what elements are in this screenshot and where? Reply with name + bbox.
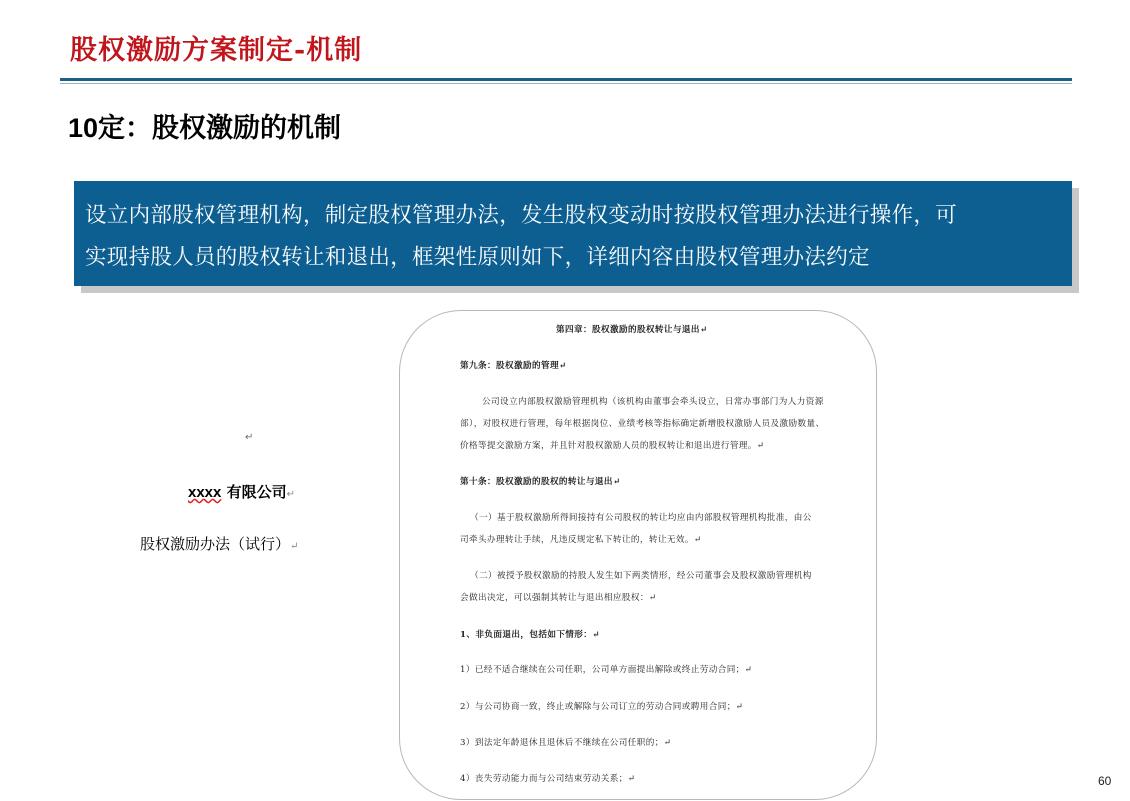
article-heading: 第九条：股权激励的管理↵ [460, 361, 567, 371]
section-number: 10 [68, 113, 99, 143]
summary-line-2: 实现持股人员的股权转让和退出，框架性原则如下，详细内容由股权管理办法约定 [85, 245, 870, 270]
document-text-line: （二）被授予股权激励的持股人发生如下两类情形，经公司董事会及股权激励管理机构 [470, 571, 812, 581]
document-text-line: 部），对股权进行管理，每年根据岗位、业绩考核等指标确定新增股权激励人员及激励数量、 [460, 419, 825, 429]
document-text-line: （一）基于股权激励所得间接持有公司股权的转让均应由内部股权管理机构批准，由公 [470, 513, 812, 523]
section-heading [68, 106, 341, 145]
list-item: 4）丧失劳动能力而与公司结束劳动关系；↵ [460, 774, 636, 784]
plan-title-text: 股权激励办法（试行） [140, 535, 291, 553]
article-heading: 第十条：股权激励的股权的转让与退出↵ [460, 477, 621, 487]
paragraph-mark: ↵ [290, 541, 299, 552]
summary-box [74, 181, 1072, 286]
document-text-line: 会做出决定，可以强制其转让与退出相应股权：↵ [460, 593, 657, 603]
chapter-heading: 第四章：股权激励的股权转让与退出↵ [556, 325, 708, 335]
plan-title [140, 533, 298, 554]
clause-heading: 1、非负面退出，包括如下情形：↵ [460, 630, 600, 640]
document-text-line: 司牵头办理转让手续，凡违反规定私下转让的，转让无效。↵ [460, 535, 702, 545]
summary-line-1: 设立内部股权管理机构，制定股权管理办法，发生股权变动时按股权管理办法进行操作，可 [85, 203, 958, 228]
paragraph-mark: ↵ [245, 432, 254, 443]
page-number: 60 [1098, 774, 1112, 788]
company-name [188, 481, 295, 502]
list-item: 1）已经不适合继续在公司任职，公司单方面提出解除或终止劳动合同；↵ [460, 665, 753, 675]
title-divider [60, 78, 1072, 81]
slide-title: 股权激励方案制定-机制 [70, 35, 363, 66]
title-divider-thin [60, 83, 1072, 84]
document-text-line: 价格等提交激励方案，并且针对股权激励人员的股权转让和退出进行管理。↵ [460, 441, 765, 451]
document-excerpt [399, 310, 877, 800]
document-text-line: 公司设立内部股权激励管理机构（该机构由董事会牵头设立，日常办事部门为人力资源 [482, 397, 824, 407]
list-item: 3）到法定年龄退休且退休后不继续在公司任职的；↵ [460, 738, 672, 748]
section-heading-text: 定：股权激励的机制 [98, 113, 342, 144]
list-item: 2）与公司协商一致，终止或解除与公司订立的劳动合同或聘用合同；↵ [460, 702, 744, 712]
company-suffix: 有限公司 [221, 483, 287, 501]
paragraph-mark: ↵ [286, 489, 295, 500]
company-placeholder: xxxx [188, 484, 222, 501]
